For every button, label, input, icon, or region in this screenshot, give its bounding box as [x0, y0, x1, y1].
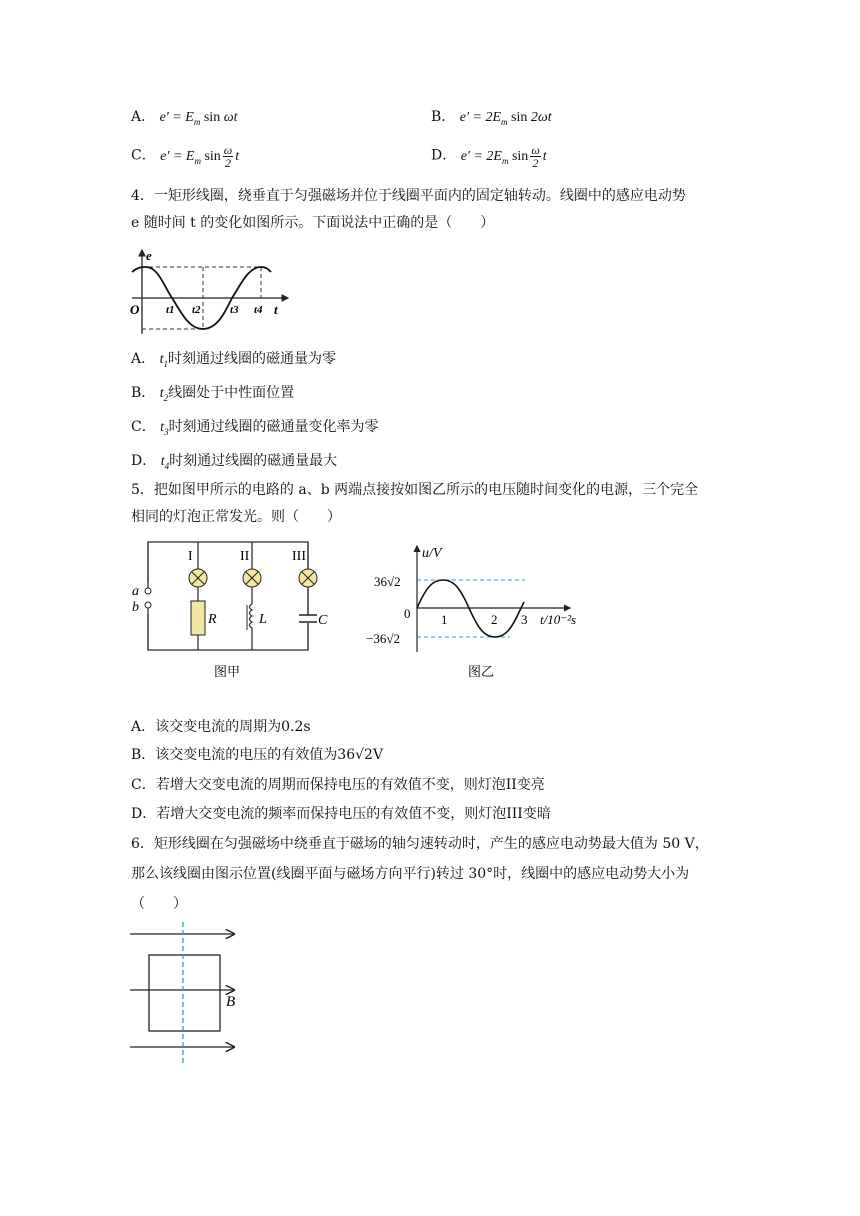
q5-option-a [131, 716, 311, 736]
q4-option-b [131, 382, 294, 403]
q4-option-a-label: A． [131, 351, 156, 367]
q4-origin-label: O [130, 302, 140, 317]
q6-stem [131, 829, 741, 919]
rectangular-coil [149, 955, 220, 1031]
q4-option-a-text: 时刻通过线圈的磁通量为零 [167, 351, 336, 367]
terminal-a-label: a [132, 584, 139, 599]
q6-stem-line3: （ ） [131, 896, 187, 912]
q5-option-d-label: D． [131, 806, 157, 822]
q5-option-c-label: C． [131, 777, 156, 793]
q6-stem-line1: 6．矩形线圈在匀强磁场中绕垂直于磁场的轴匀速转动时，产生的感应电动势最大值为 50 V， [131, 836, 709, 852]
q5-option-a-label: A． [131, 719, 156, 735]
terminal-a [145, 588, 151, 594]
q4-tick-t1: t1 [166, 304, 175, 316]
q4-option-a-var: $t_1$ [159, 352, 168, 369]
terminal-b [145, 602, 151, 608]
q4-option-b-text: 线圈处于中性面位置 [168, 385, 295, 401]
resistor-label: R [208, 612, 217, 627]
q6-coil-diagram [128, 920, 248, 1066]
q4-option-b-label: B． [131, 385, 156, 401]
q4-option-a [131, 348, 336, 369]
q5-option-d [131, 803, 551, 823]
q5-circuit-diagram [128, 538, 338, 683]
q3-option-a [131, 106, 237, 127]
lamp-i-label: I [188, 549, 193, 564]
q3-option-a-formula: $e' = E_m$ sin ωt [159, 110, 238, 127]
q3-option-c [131, 144, 239, 169]
q3-option-b-formula: $e' = 2E_m$ sin 2ωt [459, 110, 552, 127]
q4-option-b-var: $t_2$ [159, 386, 169, 403]
q4-y-label: e [146, 248, 152, 263]
terminal-b-label: b [132, 600, 139, 615]
resistor-r [191, 601, 205, 635]
field-label: B [226, 994, 236, 1010]
q3-option-b-label: B． [431, 109, 456, 125]
q4-stem-line1: 4．一矩形线圈，绕垂直于匀强磁场并位于线圈平面内的固定轴转动。线圈中的感应电动势 [131, 188, 686, 204]
q3-option-c-formula: $e' = E_m$ sin $\frac{\omega}{2}$ t [160, 143, 240, 170]
q5-option-b-label: B． [131, 747, 156, 763]
q3-option-a-label: A． [131, 109, 156, 125]
q5-tick-1: 1 [441, 612, 448, 627]
q5-option-d-text: 若增大交变电流的频率而保持电压的有效值不变，则灯泡III变暗 [156, 806, 551, 822]
q5-y-label: u/V [422, 546, 442, 561]
q5-zero-label: 0 [404, 606, 411, 621]
q5-stem [131, 477, 731, 531]
q6-stem-line2: 那么该线圈由图示位置(线圈平面与磁场方向平行)转过 30°时，线圈中的感应电动势大小为 [131, 866, 690, 882]
q4-x-label: t [274, 302, 278, 317]
q3-option-c-label: C． [131, 147, 156, 164]
fig-a-caption: 图甲 [214, 664, 241, 679]
q5-tick-3: 3 [521, 612, 528, 627]
q5-stem-line1: 5．把如图甲所示的电路的 a、b 两端点接按如图乙所示的电压随时间变化的电源，三个完全 [131, 482, 699, 498]
q4-option-d-text: 时刻通过线圈的磁通量最大 [169, 453, 338, 469]
q3-option-b [431, 106, 552, 127]
q5-option-c [131, 774, 545, 794]
q5-x-label: t/10⁻²s [540, 612, 577, 627]
fig-b-caption: 图乙 [468, 664, 495, 679]
q3-option-d [431, 144, 547, 169]
lamp-iii-label: III [292, 549, 306, 564]
q4-option-c [131, 416, 379, 437]
q5-voltage-graph [360, 540, 590, 683]
q4-option-d-label: D． [131, 453, 157, 469]
q5-y-max-label: 36√2 [374, 574, 401, 589]
q5-option-a-text: 该交变电流的周期为0.2s [155, 719, 311, 735]
terminal-gap [140, 582, 152, 614]
q4-option-d [131, 450, 337, 471]
q4-option-d-var: $t_4$ [160, 454, 170, 471]
q4-tick-t3: t3 [230, 304, 239, 316]
q4-stem [131, 183, 731, 237]
q4-emf-graph [128, 246, 293, 338]
lamp-ii-label: II [240, 549, 250, 564]
q3-option-d-formula: $e' = 2E_m$ sin $\frac{\omega}{2}$ t [460, 143, 547, 170]
q4-option-c-var: $t_3$ [160, 420, 169, 437]
q4-stem-line2: e 随时间 t 的变化如图所示。下面说法中正确的是（ ） [131, 215, 495, 231]
q5-tick-2: 2 [491, 612, 498, 627]
q5-option-b [131, 744, 383, 764]
q4-option-c-label: C． [131, 419, 156, 435]
q5-stem-line2: 相同的灯泡正常发光。则（ ） [131, 509, 341, 525]
q3-option-d-label: D． [431, 147, 457, 164]
circuit-frame [148, 542, 308, 650]
q4-tick-t2: t2 [192, 304, 201, 316]
capacitor-label: C [318, 613, 328, 628]
q5-option-c-text: 若增大交变电流的周期而保持电压的有效值不变，则灯泡II变亮 [155, 777, 545, 793]
inductor-label: L [259, 612, 267, 627]
q5-option-b-text: 该交变电流的电压的有效值为36√2V [155, 747, 384, 763]
q4-option-c-text: 时刻通过线圈的磁通量变化率为零 [168, 419, 379, 435]
q4-tick-t4: t4 [254, 304, 263, 316]
q5-y-min-label: −36√2 [366, 631, 400, 646]
